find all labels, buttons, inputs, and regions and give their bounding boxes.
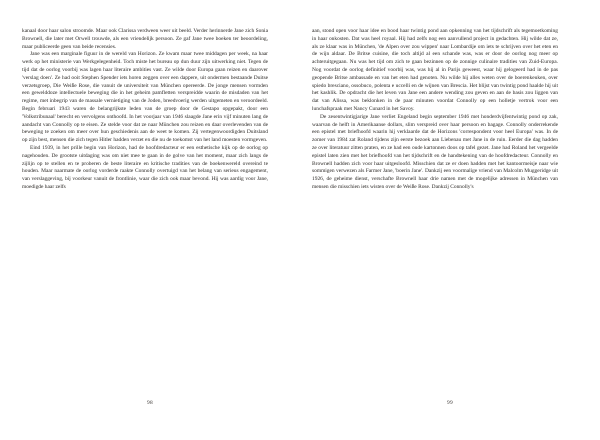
paragraph: kanaal door haar salon stroomde. Maar ook Clarissa verdween weer uit beeld. Verder herinnerde Jane zich Sonia Brownell, die later met Orwell trouwde, als een vriendelijk persoon. Ze gaf Jane twee boeken ter beoordeling, maar publiceerde geen van beide recensies. [22,28,268,50]
paragraph: De zesentwintigjarige Jane verliet Engeland begin september 1946 met honderdvijfentwintig pond op zak, waarvan de helft in Amerikaanse dollars, slim verspreid over haar persoon en bagage. Connolly onderrekende een epistel met briefhoofd waarin hij verklaarde dat de Horizons 'correspondent voor heel Europa' was. In de zomer van 1984 zat Roland tijdens zijn eerste bezoek aan Liebenau met Jane in de ruin. Eerder die dag hadden ze over literatuur zitten praten, en ze had een oude kartonnen doos op tafel gezet. Jane had Roland het vergeelde epistel laten zien met het briefhoofd van het tijdschrift en de handtekening van de hoofdredacteur. Connolly en Brownell hadden zich voor haar uitgesloofd. Misschien dat ze er doen hadden met het kantoormeisje naar wie sommigen verwezen als Farmer Jane, 'boerin Jane'. Dankzij een voormalige vriend van Malcolm Muggeridge uit 1926, de geheime dienst, verschafte Brownell haar drie namen met de mogelijke adressen in München van mensen die misschien iets wisten over de Weiße Rose. Dankzij Connolly's [312,113,558,190]
page-right-text [312,28,558,192]
page-left-text [22,28,268,192]
page-right [302,28,558,440]
spread-gutter [278,28,302,440]
paragraph: Eind 1939, in het prille begin van Horizon, had de hoofdredacteur er een esthetische kijk op de oorlog op nagehouden. De grootste uitdaging was om niet mee te gaan in de golve van het moment, maar zich langs de zijlijn op te stellen en te proberen de beste literaire en kritische tradities van de boekenwereld overeind te houden. Maar naarmate de oorlog vorderde raakte Connolly overtuigd van het belang van serieus engagement, van verslaggeving, bij voorkeur vanuit de frontlinie, waar die zich ook maar bevond. Hij was aardig voor Jane, moedigde haar zelfs [22,144,268,190]
page-left [22,28,278,440]
page-number-right: 99 [447,400,453,406]
page-number-left: 98 [147,400,153,406]
paragraph: aan, stond open voor haar idee en bood haar twintig pond aan opkenning van het tijdschrift als tegemoetkoming in haar onkosten. Dat was heel royaal. Hij had zelfs nog een aanvullend project in gedachten. Hij wilde dat ze, als ze klaar was in München, 'de Alpen over zou wippen' naar Lombardije om iets te schrijven over het eten en de wijn aldaar. De Britse cuisine, die toch altijd al een schande was, was er door de oorlog nog meer op achteruitgegaan. Nu was het tijd om zich te gaan bezinnen op de zonnige culinaire tradities van Zuid-Europa. Nog voordat de oorlog definitief voorbij was, was hij al in Parijs geweest, waar hij gelogeerd had in de pas geopende Britse ambassade en van het eten had genoten. Nu wilde hij alles weten over de boerenkeuken, over spiedo bresciano, ossobuco, polenta e uccelli en de wijnen van Brescia. Het blijst van twintig pond haalde hij uit het kashlik. De opdracht die het leven van Jane een andere wending zou geven en aan de basis zou liggen van dat van Alissa, was beklonken in de paar minuten voordat Connolly op een holletje vertrok voor een lunchafspraak met Nancy Cunard in het Savoy. [312,28,558,112]
paragraph: Jane was een marginale figuur in de wereld van Horizon. Ze kwam maar twee middagen per week, na haar werk op het ministerie van Werkgelegenheid. Toch miste het bureau op dun duur zijn uitwerking niet. Tegen de tijd dat de oorlog voorbij was lagen haar literaire ambities vast. Ze wilde door Europa gaan reizen en daarover 'verslag doen'. Ze had ooit Stephen Spender iets horen zeggen over een dappere, uit ondermen bestaande Duitse verzetsgroep, Die Weiße Rose, die vanuit de universiteit van München opereerde. De jonge mensen vormden een gewelddoze intellectuele beweging die in het geheim pamfletten verspreidde waarin de misdaden van het regime, met inbegrip van de massale vernietiging van de Joden, breedvoerig werden uitgemeten en veroordeeld. Begin februari 1943 waren de belangrijkste leden van de groep door de Gestapo opgepakt, door een 'Volkstribunaal' berecht en vervolgens onthoofd. In het voorjaar van 1946 slaagde Jane erin vijf minuten lang de aandacht van Connolly op te eisen. Ze stelde voor dat ze naar München zou reizen en daar overlevenden van de beweging te zoeken om meer over hun geschiedenis aan de weet te komen. Zij vertegenwoordigden Duitsland op zijn best, mensen die zich tegen Hitler hadden verzet en die nu de toekomst van het land moesten vormgeven. [22,51,268,144]
